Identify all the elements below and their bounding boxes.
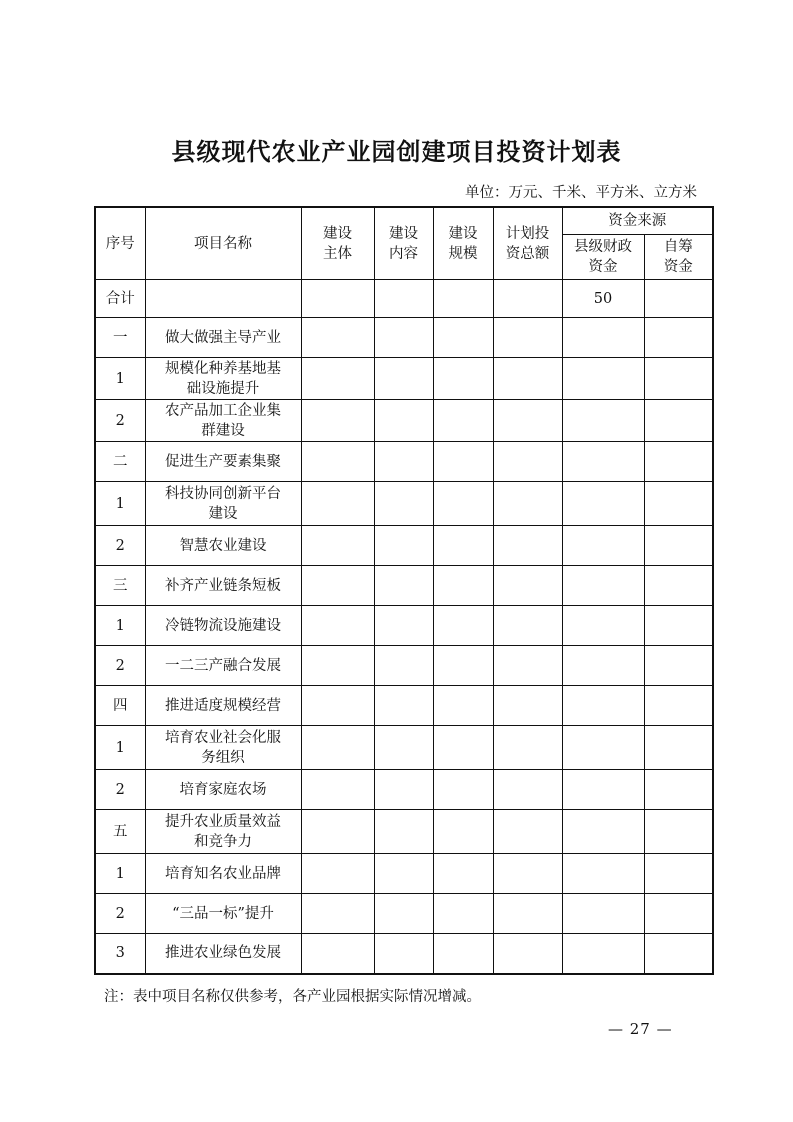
subject-cell [301,358,374,400]
content-cell [374,606,433,646]
table-row [95,726,713,770]
scale-cell [433,442,493,482]
self-funds-cell [644,358,713,400]
project-name-cell: 一二三产融合发展 [145,646,301,686]
content-cell [374,646,433,686]
header-name: 项目名称 [145,207,301,280]
content-cell [374,318,433,358]
self-funds-cell [644,318,713,358]
table-row [95,400,713,442]
header-total: 计划投 资总额 [493,207,562,280]
subject-cell [301,770,374,810]
project-name-cell: 补齐产业链条短板 [145,566,301,606]
subject-cell [301,442,374,482]
total-cell [493,810,562,854]
investment-plan-table [94,206,714,975]
seq-cell: 五 [95,810,145,854]
seq-cell: 2 [95,400,145,442]
county-funds-cell [562,646,644,686]
subject-cell [301,606,374,646]
self-funds-cell [644,770,713,810]
scale-cell [433,770,493,810]
content-cell [374,566,433,606]
total-cell [493,280,562,318]
table-row [95,526,713,566]
table-row [95,606,713,646]
seq-cell: 1 [95,482,145,526]
content-cell [374,810,433,854]
table-row [95,318,713,358]
page-number: — 27 — [608,1020,673,1038]
table-row [95,280,713,318]
scale-cell [433,686,493,726]
county-funds-cell [562,606,644,646]
content-cell [374,894,433,934]
county-funds-cell [562,318,644,358]
self-funds-cell [644,566,713,606]
project-name-cell: 推进农业绿色发展 [145,934,301,974]
project-name-cell: 规模化种养基地基 础设施提升 [145,358,301,400]
total-cell [493,358,562,400]
total-cell [493,482,562,526]
table-row [95,854,713,894]
subject-cell [301,934,374,974]
project-name-cell: 促进生产要素集聚 [145,442,301,482]
county-funds-cell [562,854,644,894]
self-funds-cell [644,810,713,854]
scale-cell [433,934,493,974]
subject-cell [301,894,374,934]
project-name-cell: 智慧农业建设 [145,526,301,566]
county-funds-cell [562,934,644,974]
seq-cell: 2 [95,894,145,934]
county-funds-cell [562,400,644,442]
county-funds-cell [562,770,644,810]
scale-cell [433,482,493,526]
seq-cell: 1 [95,726,145,770]
subject-cell [301,318,374,358]
content-cell [374,770,433,810]
seq-cell: 二 [95,442,145,482]
content-cell [374,280,433,318]
subject-cell [301,526,374,566]
total-cell [493,726,562,770]
self-funds-cell [644,854,713,894]
scale-cell [433,280,493,318]
total-cell [493,894,562,934]
subject-cell [301,566,374,606]
table-row [95,358,713,400]
scale-cell [433,810,493,854]
content-cell [374,686,433,726]
subject-cell [301,400,374,442]
content-cell [374,934,433,974]
self-funds-cell [644,280,713,318]
scale-cell [433,894,493,934]
county-funds-cell: 50 [562,280,644,318]
content-cell [374,358,433,400]
content-cell [374,526,433,566]
self-funds-cell [644,606,713,646]
self-funds-cell [644,442,713,482]
table-row [95,686,713,726]
project-name-cell: 培育农业社会化服 务组织 [145,726,301,770]
self-funds-cell [644,726,713,770]
scale-cell [433,854,493,894]
header-county-funds: 县级财政 资金 [562,235,644,280]
footnote: 注：表中项目名称仅供参考，各产业园根据实际情况增减。 [104,989,481,1005]
seq-cell: 四 [95,686,145,726]
seq-cell: 2 [95,526,145,566]
self-funds-cell [644,686,713,726]
header-content: 建设 内容 [374,207,433,280]
total-cell [493,606,562,646]
project-name-cell: “三品一标”提升 [145,894,301,934]
scale-cell [433,646,493,686]
seq-cell: 2 [95,770,145,810]
project-name-cell: 培育家庭农场 [145,770,301,810]
county-funds-cell [562,810,644,854]
subject-cell [301,646,374,686]
county-funds-cell [562,726,644,770]
content-cell [374,726,433,770]
subject-cell [301,726,374,770]
project-name-cell: 农产品加工企业集 群建设 [145,400,301,442]
subject-cell [301,280,374,318]
table-row [95,934,713,974]
header-subject: 建设 主体 [301,207,374,280]
subject-cell [301,686,374,726]
county-funds-cell [562,894,644,934]
table-row [95,810,713,854]
total-cell [493,566,562,606]
self-funds-cell [644,646,713,686]
total-cell [493,686,562,726]
scale-cell [433,606,493,646]
unit-note: 单位：万元、千米、平方米、立方米 [465,185,697,201]
total-cell [493,646,562,686]
content-cell [374,400,433,442]
self-funds-cell [644,894,713,934]
subject-cell [301,482,374,526]
seq-cell: 1 [95,606,145,646]
self-funds-cell [644,482,713,526]
scale-cell [433,318,493,358]
table-row [95,482,713,526]
project-name-cell: 科技协同创新平台 建设 [145,482,301,526]
self-funds-cell [644,526,713,566]
subject-cell [301,810,374,854]
total-cell [493,318,562,358]
scale-cell [433,726,493,770]
page-title: 县级现代农业产业园创建项目投资计划表 [171,138,622,166]
project-name-cell [145,280,301,318]
self-funds-cell [644,934,713,974]
county-funds-cell [562,442,644,482]
seq-cell: 合计 [95,280,145,318]
table-row [95,442,713,482]
total-cell [493,854,562,894]
content-cell [374,442,433,482]
subject-cell [301,854,374,894]
content-cell [374,854,433,894]
content-cell [374,482,433,526]
scale-cell [433,400,493,442]
header-scale: 建设 规模 [433,207,493,280]
table-row [95,566,713,606]
project-name-cell: 提升农业质量效益 和竞争力 [145,810,301,854]
scale-cell [433,566,493,606]
header-row [95,207,713,235]
county-funds-cell [562,686,644,726]
project-name-cell: 做大做强主导产业 [145,318,301,358]
self-funds-cell [644,400,713,442]
table-row [95,770,713,810]
scale-cell [433,526,493,566]
table-row [95,646,713,686]
county-funds-cell [562,566,644,606]
county-funds-cell [562,358,644,400]
county-funds-cell [562,526,644,566]
header-self-funds: 自筹 资金 [644,235,713,280]
county-funds-cell [562,482,644,526]
seq-cell: 2 [95,646,145,686]
total-cell [493,770,562,810]
total-cell [493,442,562,482]
header-seq: 序号 [95,207,145,280]
project-name-cell: 培育知名农业品牌 [145,854,301,894]
seq-cell: 1 [95,358,145,400]
total-cell [493,400,562,442]
project-name-cell: 冷链物流设施建设 [145,606,301,646]
header-source: 资金来源 [562,207,713,235]
seq-cell: 3 [95,934,145,974]
seq-cell: 一 [95,318,145,358]
total-cell [493,526,562,566]
total-cell [493,934,562,974]
seq-cell: 三 [95,566,145,606]
project-name-cell: 推进适度规模经营 [145,686,301,726]
seq-cell: 1 [95,854,145,894]
table-row [95,894,713,934]
scale-cell [433,358,493,400]
